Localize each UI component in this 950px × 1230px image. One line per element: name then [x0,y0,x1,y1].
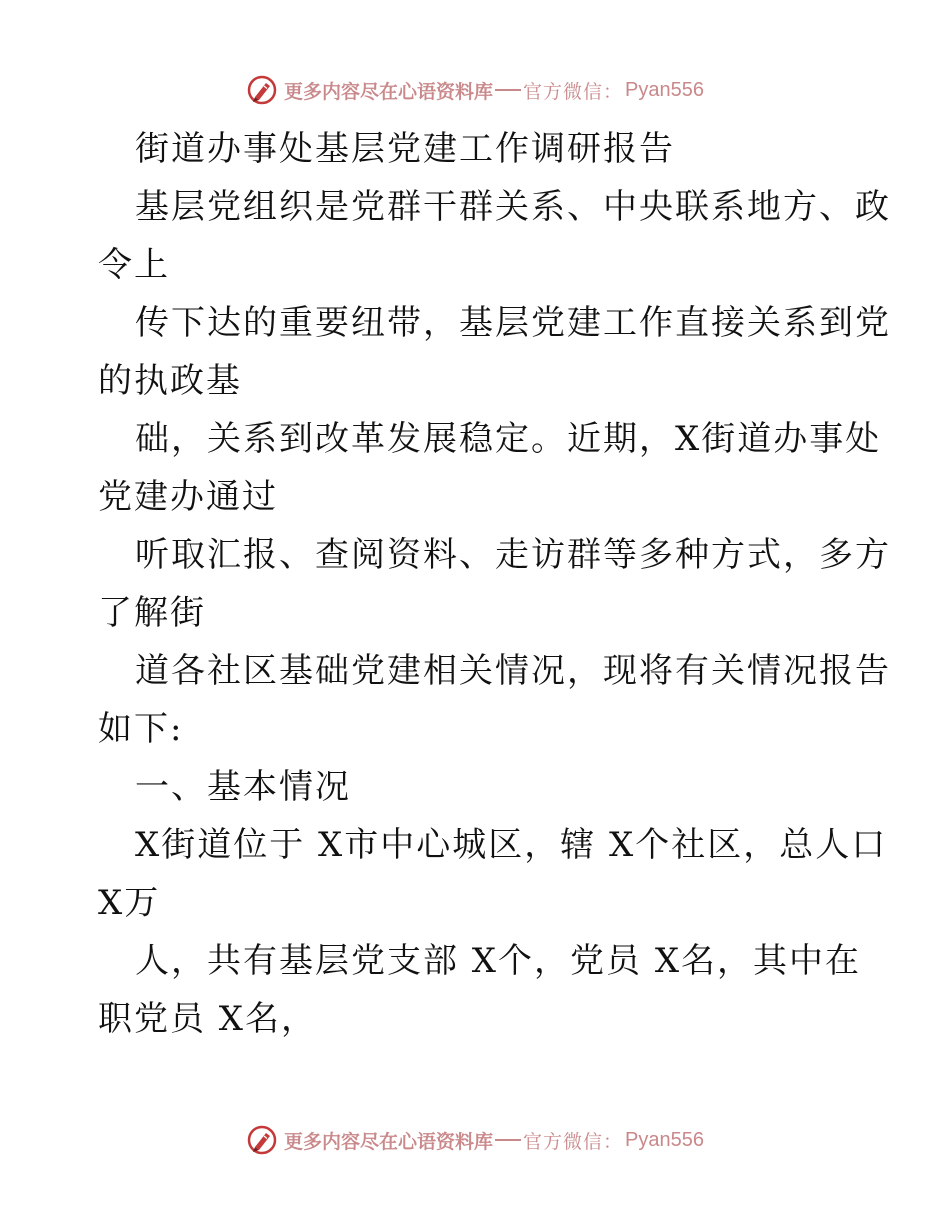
pen-logo-icon [246,1124,278,1156]
text-line: 道各社区基础党建相关情况，现将有关情况报告 [135,651,891,691]
text-line: 基层党组织是党群干群关系、中央联系地方、政 [135,187,891,227]
text-line: X万 [98,883,161,923]
text-line: 听取汇报、查阅资料、走访群等多种方式，多方 [135,535,891,575]
text-line: 的执政基 [98,361,242,401]
text-line: 了解街 [98,593,206,633]
text-line: X街道位于 X市中心城区，辖 X个社区，总人口 [135,825,888,865]
footer-watermark-banner [0,1120,950,1160]
text-line: 令上 [98,245,170,285]
text-line: 础，关系到改革发展稳定。近期，X街道办事处 [135,419,882,459]
banner-main-text: 更多内容尽在心语资料库 [284,1130,494,1153]
banner-main-text: 更多内容尽在心语资料库 [284,80,494,103]
banner-wechat-label: 官方微信： [523,1130,624,1153]
text-line: 传下达的重要纽带，基层党建工作直接关系到党 [135,303,891,343]
banner-dash-divider [495,1139,521,1141]
header-watermark-banner [0,70,950,110]
text-line: 人，共有基层党支部 X个，党员 X名，其中在 [135,941,862,981]
document-body [98,120,891,1048]
text-line: 如下: [98,709,184,749]
banner-dash-divider [495,89,521,91]
text-line: 职党员 X名， [98,999,318,1039]
section-heading: 一、基本情况 [135,767,351,807]
banner-wechat-id: Pyan556 [625,1128,704,1151]
document-title: 街道办事处基层党建工作调研报告 [135,129,675,169]
pen-logo-icon [246,74,278,106]
text-line: 党建办通过 [98,477,278,517]
banner-wechat-label: 官方微信： [523,80,624,103]
banner-wechat-id: Pyan556 [625,78,704,101]
